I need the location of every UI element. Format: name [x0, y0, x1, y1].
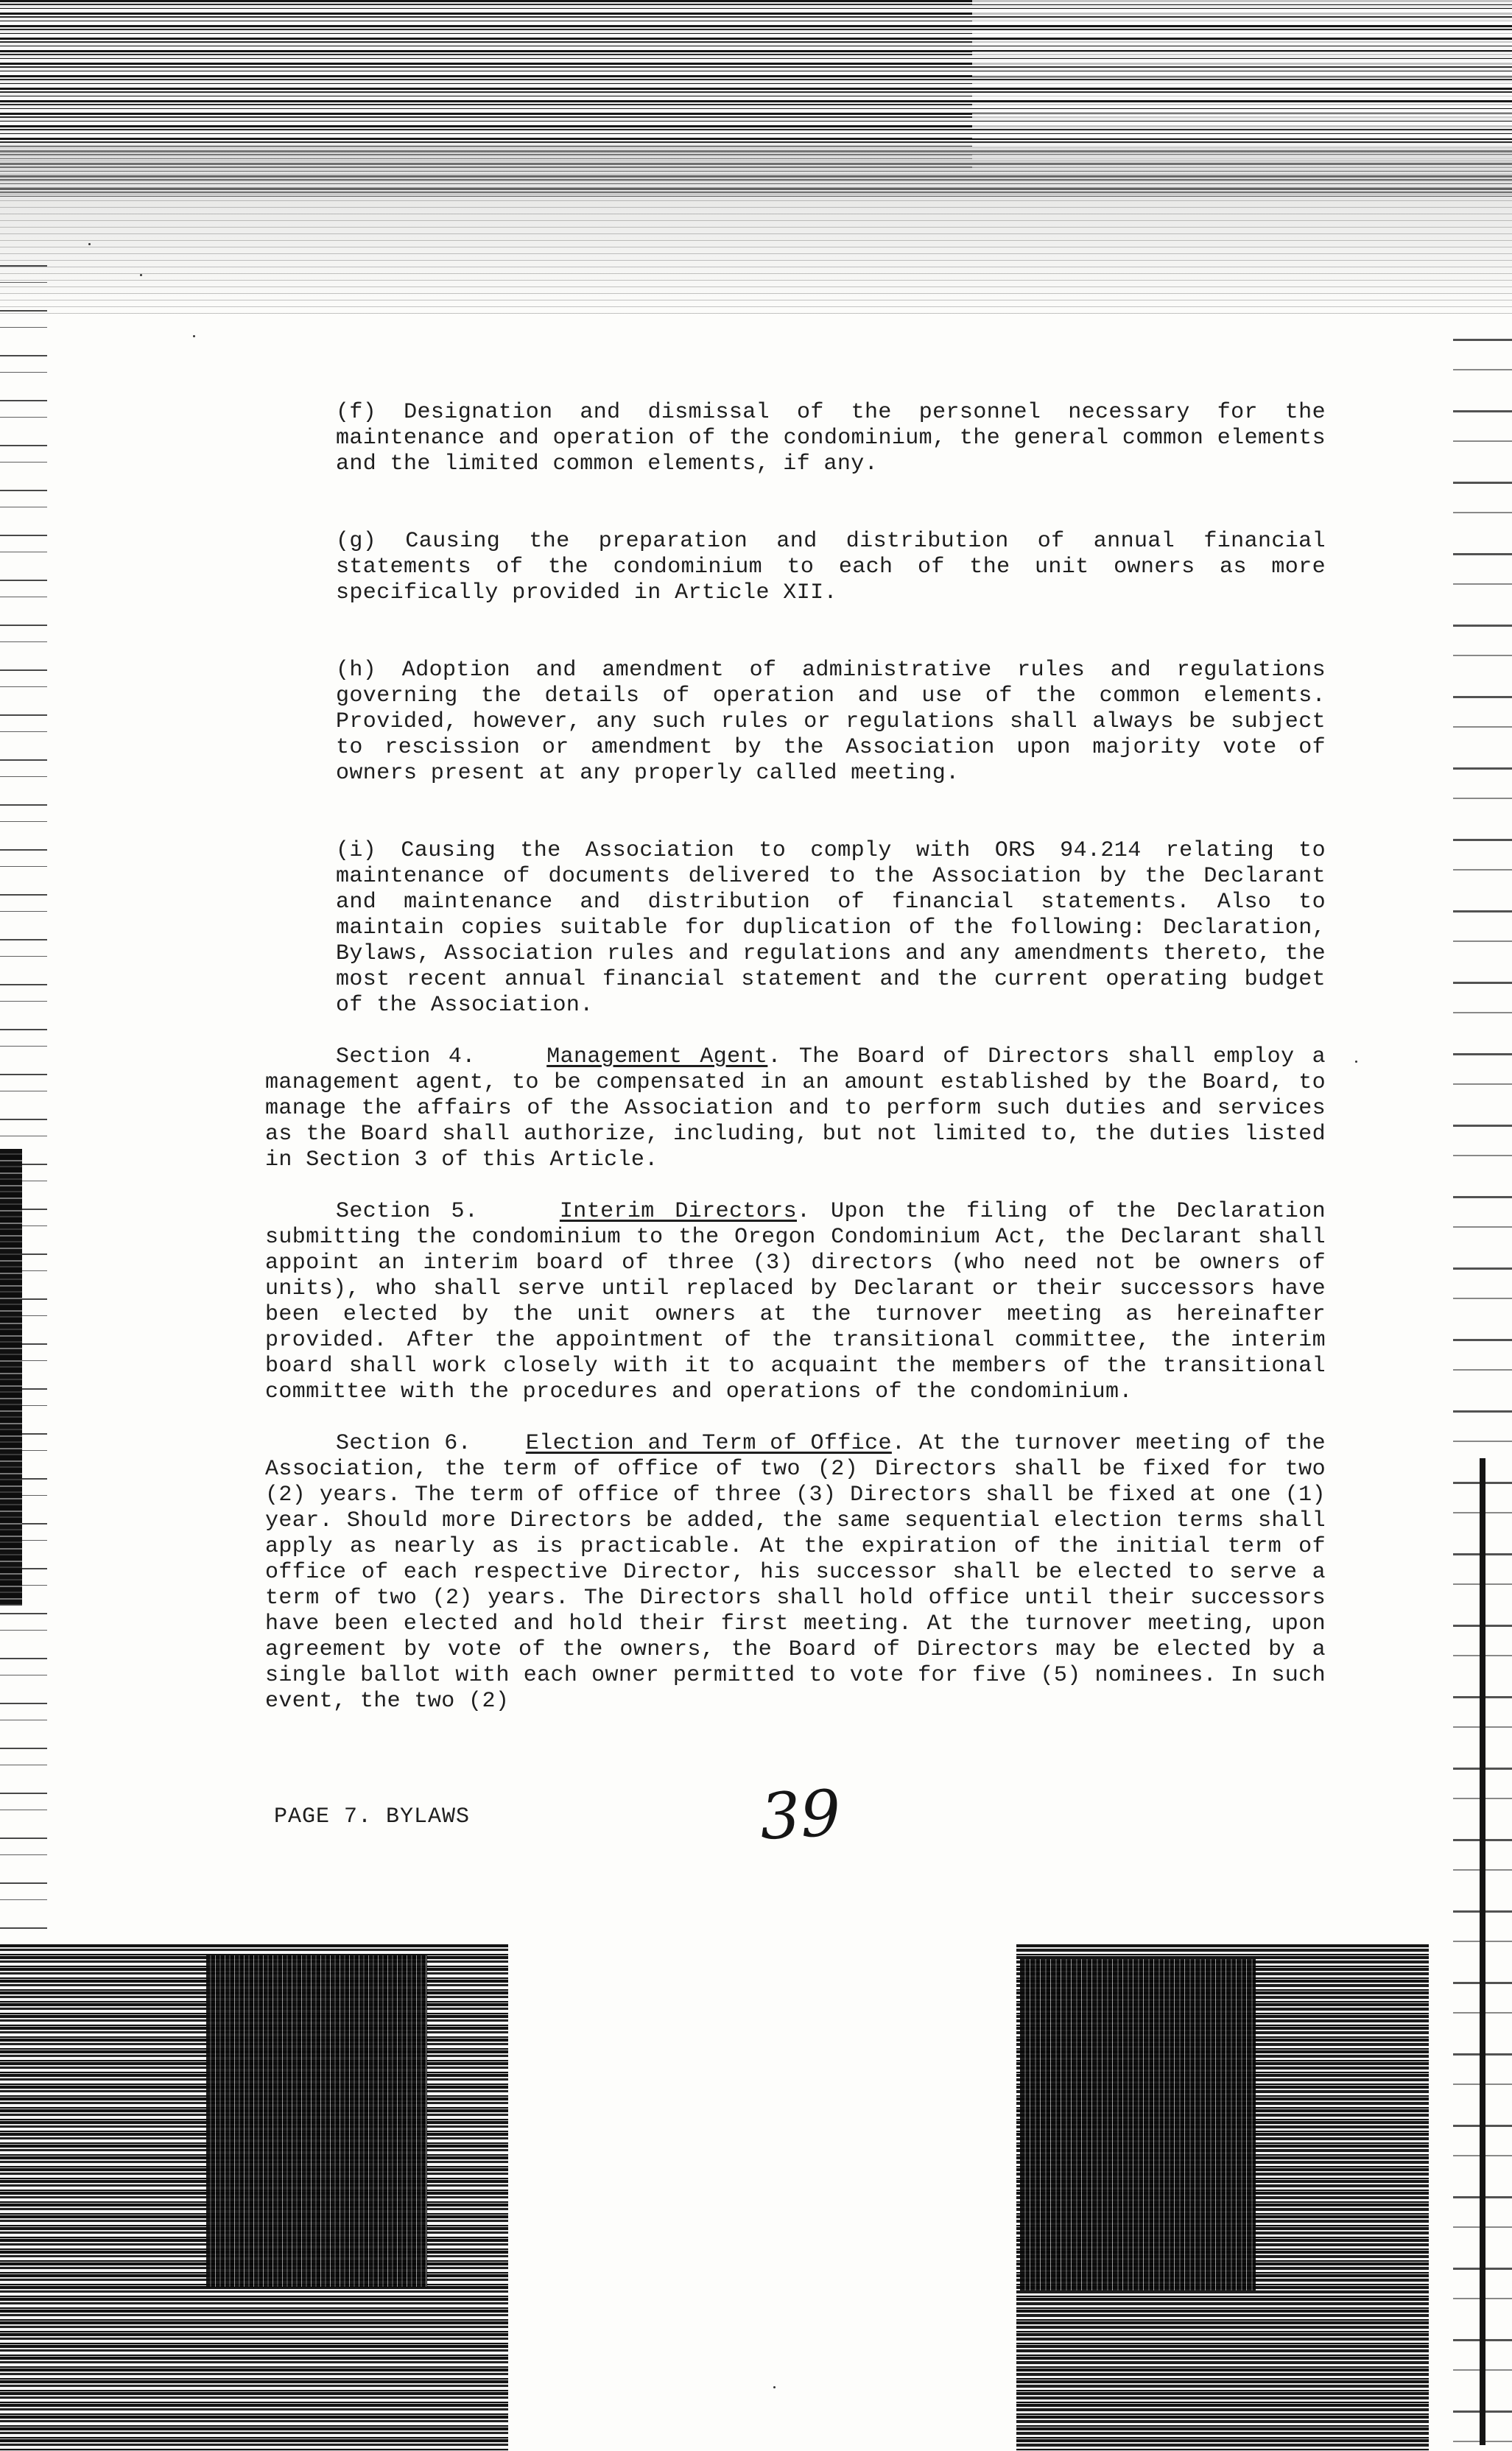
scan-speck [1355, 1061, 1357, 1063]
subparagraph-i-text: (i) Causing the Association to comply with ORS 94.214 relating to maintenance of documents delivered to the Association by the Declarant and maintenance and distribution of financial statements. Also to maintain copies suitable for duplication of the following: Declaration, Bylaws, Association rules and regulations and any amendments thereto, the most recent annual financial statement and the current operating budget of the Association. [336, 838, 1326, 1018]
section-heading: Management Agent [546, 1044, 768, 1069]
section-body: . The Board of Directors shall employ a management agent, to be compensated in an amount established by the Board, to manage the affairs of the Association and to perform such duties and services as the Board shall authorize, including, but not limited to, the duties listed in Section 3 of this Article. [265, 1044, 1326, 1172]
subparagraph-g-text: (g) Causing the preparation and distribution of annual financial statements of the condominium to each of the unit owners as more specifically provided in Article XII. [336, 529, 1326, 605]
section-6-election-and-term [265, 1431, 1326, 1715]
section-body: . At the turnover meeting of the Association, the term of office of two (2) Directors shall be fixed for two (2) years. The term of office of three (3) Directors shall be fixed at one (1) year. Should more Directors be added, the same sequential election terms shall apply as nearly as is practicable. At the expiration of the initial term of office of each respective Director, his successor shall be elected to serve a term of two (2) years. The Directors shall hold office until their successors have been elected and hold their first meeting. At the turnover meeting, upon agreement by vote of the owners, the Board of Directors may be elected by a single ballot with each owner permitted to vote for five (5) nominees. In such event, the two (2) [265, 1431, 1326, 1714]
scan-speck [773, 2386, 776, 2388]
subparagraph-f [265, 374, 1326, 477]
section-number: Section 6. [336, 1431, 472, 1456]
section-5-interim-directors [265, 1199, 1326, 1405]
document-body [265, 374, 1326, 1740]
section-body: . Upon the filing of the Declaration submitting the condominium to the Oregon Condominium Act, the Declarant shall appoint an interim board of three (3) directors (who need not be owners of units), who shall serve until replaced by Declarant or their successors have been elected by the unit owners at the turnover meeting as hereinafter provided. After the appointment of the transitional committee, the interim board shall work closely with it to acquaint the members of the transitional committee with the procedures and operations of the condominium. [265, 1199, 1326, 1404]
subparagraph-h [265, 632, 1326, 787]
subparagraph-h-text: (h) Adoption and amendment of administrative rules and regulations governing the details of operation and use of the common elements. Provided, however, any such rules or regulations shall always be subject to rescission or amendment by the Association upon majority vote of owners present at any properly called meeting. [336, 658, 1326, 786]
section-heading: Interim Directors [559, 1199, 797, 1224]
scan-noise-top-fade [0, 147, 1512, 317]
section-number: Section 4. [336, 1044, 476, 1069]
page-footer-label: PAGE 7. BYLAWS [274, 1804, 471, 1829]
subparagraph-g [265, 503, 1326, 606]
scan-noise-bottom-left-dark-patch [206, 1955, 427, 2287]
scan-noise-top-highlight [972, 0, 1512, 169]
scan-noise-left-dark-strip [0, 1149, 22, 1606]
scan-speck [140, 274, 142, 276]
section-heading: Election and Term of Office [525, 1431, 892, 1456]
scan-noise-right-edge-line [1480, 1458, 1485, 2445]
scan-speck [193, 335, 195, 337]
scan-speck [88, 243, 91, 245]
subparagraph-i [265, 812, 1326, 1019]
handwritten-page-number: 39 [758, 1776, 843, 1854]
section-4-management-agent [265, 1044, 1326, 1173]
scan-noise-bottom-right-dark-patch [1020, 1959, 1256, 2290]
section-number: Section 5. [336, 1199, 479, 1224]
subparagraph-f-text: (f) Designation and dismissal of the personnel necessary for the maintenance and operation of the condominium, the general common elements and the limited common elements, if any. [336, 400, 1326, 477]
